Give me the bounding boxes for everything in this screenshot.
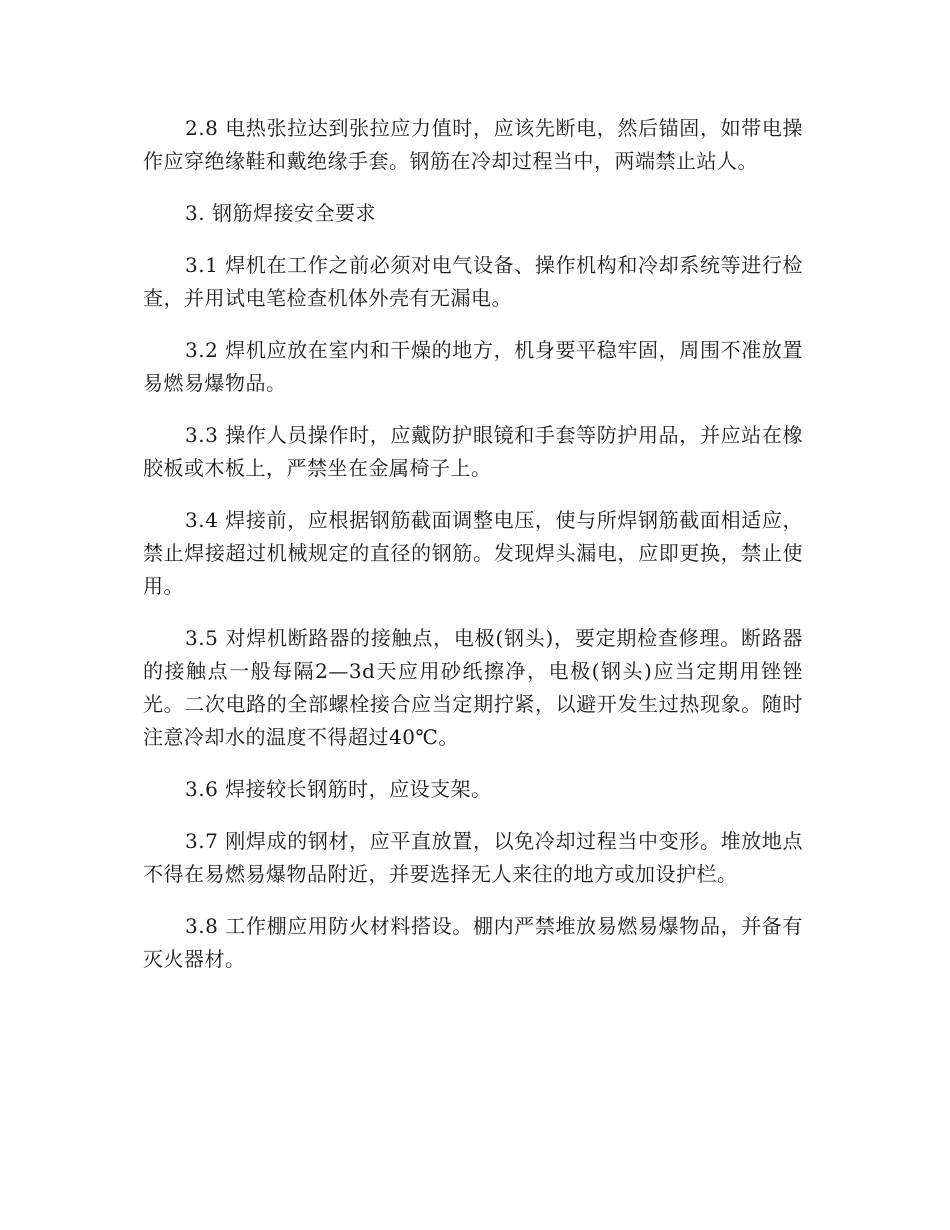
paragraph-3-2: 3.2 焊机应放在室内和干燥的地方，机身要平稳牢固，周围不准放置易燃易爆物品。 xyxy=(143,338,803,395)
paragraph-3-5: 3.5 对焊机断路器的接触点，电极(钢头)，要定期检查修理。断路器的接触点一般每隔2—3d天应用砂纸擦净，电极(钢头)应当定期用锉锉光。二次电路的全部螺栓接合应当定期拧紧，以避开发生过热现象。随时注意冷却水的温度不得超过40℃。 xyxy=(143,626,803,749)
document-body xyxy=(143,112,803,995)
paragraph-3-1: 3.1 焊机在工作之前必须对电气设备、操作机构和冷却系统等进行检查，并用试电笔检查机体外壳有无漏电。 xyxy=(143,253,803,310)
paragraph-3-8: 3.8 工作棚应用防火材料搭设。棚内严禁堆放易燃易爆物品，并备有灭火器材。 xyxy=(143,914,803,971)
paragraph-2-8: 2.8 电热张拉达到张拉应力值时，应该先断电，然后锚固，如带电操作应穿绝缘鞋和戴绝缘手套。钢筋在冷却过程当中，两端禁止站人。 xyxy=(143,116,803,173)
paragraph-3-4: 3.4 焊接前，应根据钢筋截面调整电压，使与所焊钢筋截面相适应，禁止焊接超过机械规定的直径的钢筋。发现焊头漏电，应即更换，禁止使用。 xyxy=(143,508,803,598)
paragraph-3-6: 3.6 焊接较长钢筋时，应设支架。 xyxy=(185,777,492,801)
paragraph-3-3: 3.3 操作人员操作时，应戴防护眼镜和手套等防护用品，并应站在橡胶板或木板上，严禁坐在金属椅子上。 xyxy=(143,423,803,480)
section-heading-3: 3. 钢筋焊接安全要求 xyxy=(185,201,376,225)
paragraph-3-7: 3.7 刚焊成的钢材，应平直放置，以免冷却过程当中变形。堆放地点不得在易燃易爆物品附近，并要选择无人来往的地方或加设护栏。 xyxy=(143,829,803,886)
